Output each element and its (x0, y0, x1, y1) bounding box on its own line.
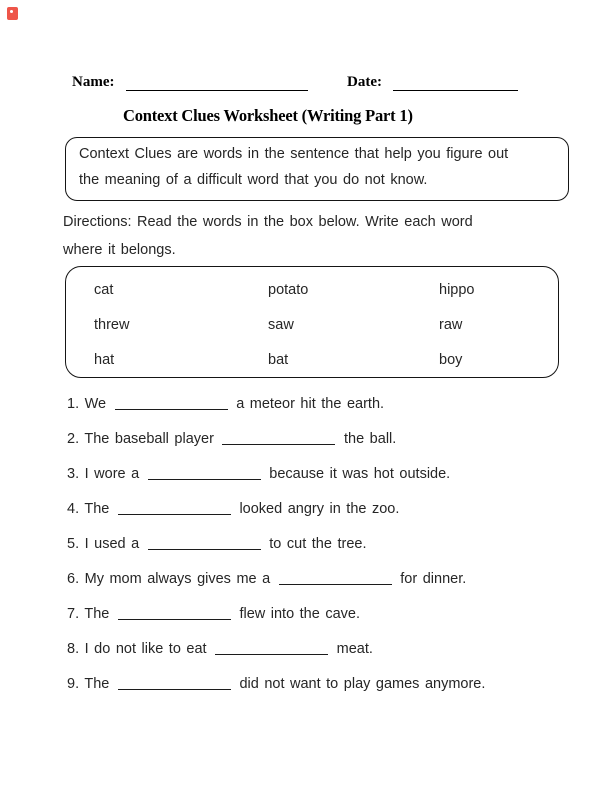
sentence-number: 5. (67, 536, 80, 552)
sentence-after: meat. (336, 641, 373, 657)
broken-image-icon (7, 7, 18, 20)
name-label: Name: (72, 74, 115, 90)
date-blank-line (393, 90, 518, 91)
word-bank-item: bat (268, 352, 289, 368)
sentence-number: 3. (67, 466, 80, 482)
sentence-after: the ball. (344, 431, 397, 447)
word-bank-item: potato (268, 282, 309, 298)
answer-blank (148, 467, 261, 480)
sentence-number: 6. (67, 571, 80, 587)
directions-line: Directions: Read the words in the box below. Write each word (63, 214, 473, 230)
sentence-row (67, 527, 485, 562)
definition-line: Context Clues are words in the sentence that help you figure out (79, 146, 509, 162)
sentence-number: 7. (67, 606, 80, 622)
exercise-list (67, 387, 485, 702)
word-bank-grid (66, 267, 558, 378)
sentence-after: for dinner. (400, 571, 467, 587)
sentence-before: The baseball player (84, 431, 214, 447)
sentence-row (67, 597, 485, 632)
sentence-after: a meteor hit the earth. (236, 396, 385, 412)
directions-text (63, 208, 473, 264)
sentence-number: 8. (67, 641, 80, 657)
sentence-before: The (84, 676, 110, 692)
sentence-row (67, 632, 485, 667)
word-bank-item: cat (94, 282, 114, 298)
definition-line: the meaning of a difficult word that you do not know. (79, 172, 428, 188)
word-bank-item: hippo (439, 282, 475, 298)
sentence-before: I do not like to eat (84, 641, 207, 657)
sentence-after: looked angry in the zoo. (239, 501, 400, 517)
sentence-after: to cut the tree. (269, 536, 367, 552)
answer-blank (279, 572, 392, 585)
sentence-before: I used a (84, 536, 140, 552)
word-bank-item: hat (94, 352, 115, 368)
date-label: Date: (347, 74, 382, 90)
word-bank-item: boy (439, 352, 463, 368)
answer-blank (148, 537, 261, 550)
sentence-after: did not want to play games anymore. (239, 676, 486, 692)
answer-blank (118, 677, 231, 690)
word-bank-box (65, 266, 559, 378)
answer-blank (222, 432, 335, 445)
sentence-row (67, 667, 485, 702)
sentence-before: The (84, 606, 110, 622)
directions-line: where it belongs. (63, 242, 176, 258)
sentence-after: flew into the cave. (239, 606, 361, 622)
sentence-row (67, 457, 485, 492)
sentence-row (67, 387, 485, 422)
sentence-number: 9. (67, 676, 80, 692)
word-bank-item: threw (94, 317, 130, 333)
answer-blank (115, 397, 228, 410)
sentence-before: We (84, 396, 107, 412)
answer-blank (118, 607, 231, 620)
sentence-number: 2. (67, 431, 80, 447)
sentence-before: My mom always gives me a (84, 571, 271, 587)
word-bank-item: raw (439, 317, 463, 333)
name-blank-line (126, 90, 308, 91)
sentence-row (67, 562, 485, 597)
word-bank-item: saw (268, 317, 294, 333)
sentence-after: because it was hot outside. (269, 466, 451, 482)
answer-blank (215, 642, 328, 655)
sentence-number: 4. (67, 501, 80, 517)
page-title: Context Clues Worksheet (Writing Part 1) (123, 106, 413, 125)
sentence-row (67, 492, 485, 527)
sentence-row (67, 422, 485, 457)
definition-box (65, 137, 569, 201)
sentence-number: 1. (67, 396, 80, 412)
sentence-before: I wore a (84, 466, 140, 482)
sentence-before: The (84, 501, 110, 517)
answer-blank (118, 502, 231, 515)
